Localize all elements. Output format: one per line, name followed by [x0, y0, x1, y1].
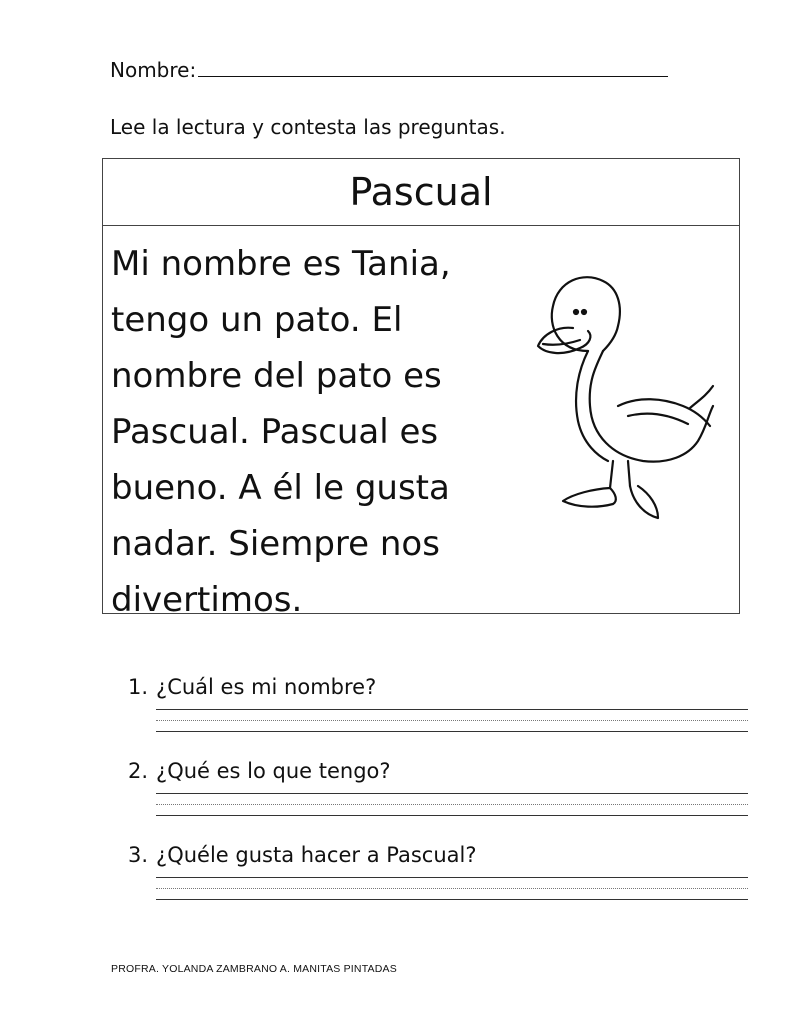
question-item [128, 843, 748, 927]
answer-lines[interactable] [156, 709, 748, 742]
questions [128, 675, 748, 927]
story-text [111, 236, 491, 628]
story-line: nadar. Siempre nos [111, 524, 440, 564]
question-number: 1. [128, 675, 149, 699]
story-box [102, 158, 740, 620]
answer-lines[interactable] [156, 877, 748, 910]
instructions: Lee la lectura y contesta las preguntas. [110, 115, 506, 139]
question-item [128, 759, 748, 843]
story-line: Pascual. Pascual es [111, 412, 439, 452]
name-blank-line [198, 58, 668, 77]
duck-icon [518, 256, 718, 526]
question-item [128, 675, 748, 759]
story-title: Pascual [103, 159, 739, 226]
question-text: ¿Cuál es mi nombre? [156, 675, 377, 699]
question-number: 3. [128, 843, 149, 867]
name-label: Nombre: [110, 58, 197, 82]
name-field [110, 58, 668, 82]
story-line: bueno. A él le gusta [111, 468, 450, 508]
question-text: ¿Quéle gusta hacer a Pascual? [156, 843, 477, 867]
question-number: 2. [128, 759, 149, 783]
story-line: Mi nombre es Tania, [111, 244, 451, 284]
question-text: ¿Qué es lo que tengo? [156, 759, 391, 783]
answer-lines[interactable] [156, 793, 748, 826]
story-line: tengo un pato. El [111, 300, 403, 340]
footer-credit: PROFRA. YOLANDA ZAMBRANO A. MANITAS PINTADAS [111, 963, 397, 975]
story-body [103, 226, 739, 620]
story-line: nombre del pato es [111, 356, 442, 396]
story-line: divertimos. [111, 580, 303, 620]
